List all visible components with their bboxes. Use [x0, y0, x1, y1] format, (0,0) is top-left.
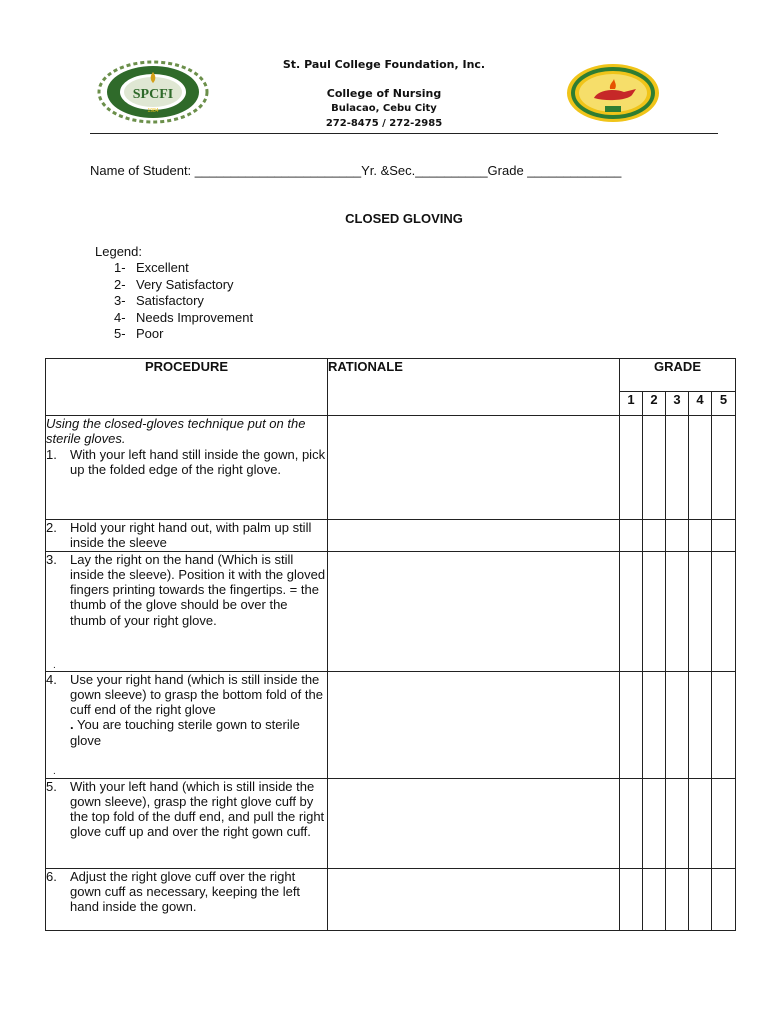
table-row: [46, 671, 736, 778]
school-address: Bulacao, Cebu City: [331, 103, 437, 114]
legend-item: 5- Poor: [114, 326, 164, 342]
procedure-cell: 6. Adjust the right glove cuff over the right gown cuff as necessary, keeping the left hand inside the gown.: [46, 868, 328, 930]
grade-cell[interactable]: [643, 671, 666, 778]
grade-cell[interactable]: [712, 671, 736, 778]
legend-item: 4- Needs Improvement: [114, 309, 254, 325]
grade-cell[interactable]: [689, 778, 712, 868]
rationale-cell: [328, 520, 620, 552]
grade-cell[interactable]: [643, 551, 666, 671]
grade-header: GRADE: [620, 359, 736, 392]
rationale-header: RATIONALE: [328, 359, 620, 416]
rationale-cell: [328, 868, 620, 930]
grade-cell[interactable]: [666, 520, 689, 552]
grade-cell[interactable]: [666, 551, 689, 671]
step-text: Adjust the right glove cuff over the right gown cuff as necessary, keeping the left hand inside the gown.: [70, 868, 301, 915]
school-name: St. Paul College Foundation, Inc.: [282, 58, 486, 71]
grade-cell[interactable]: [689, 551, 712, 671]
procedure-cell: 3. Lay the right on the hand (Which is still inside the sleeve). Position it with the gloved fingers printing towards the fingertips. = the thumb of the glove should be over the thumb of your right glove.: [46, 551, 328, 671]
legend-item: 3- Satisfactory: [114, 293, 204, 309]
rationale-cell: [328, 671, 620, 778]
legend-item: 1- Excellent: [114, 260, 189, 276]
grade-cell[interactable]: [643, 416, 666, 520]
table-row: [46, 520, 736, 552]
grade-cell[interactable]: [643, 868, 666, 930]
grade-cell[interactable]: [620, 520, 643, 552]
grade-cell[interactable]: [666, 868, 689, 930]
grade-col-5: 5: [712, 391, 736, 415]
grade-cell[interactable]: [666, 671, 689, 778]
grade-cell[interactable]: [620, 671, 643, 778]
grade-cell[interactable]: [666, 778, 689, 868]
grade-cell[interactable]: [689, 520, 712, 552]
legend-item: 2- Very Satisfactory: [114, 276, 234, 292]
procedure-cell: 2. Hold your right hand out, with palm up still inside the sleeve: [46, 520, 328, 552]
rationale-cell: [328, 778, 620, 868]
procedure-intro: Using the closed-gloves technique put on the sterile gloves.: [46, 416, 306, 447]
step-note: . You are touching sterile gown to sterile glove: [70, 717, 300, 748]
student-info-line: Name of Student: _______________________Yr. &Sec.__________Grade _____________: [90, 163, 622, 178]
procedure-rubric-table: [45, 358, 736, 931]
table-row: [46, 778, 736, 868]
procedure-header: PROCEDURE: [46, 359, 328, 416]
table-row: [46, 868, 736, 930]
document-title: CLOSED GLOVING: [345, 211, 463, 226]
grade-cell[interactable]: [620, 416, 643, 520]
legend-label: Legend:: [95, 244, 142, 259]
seal-monogram: SPCFI: [132, 87, 174, 102]
grade-cell[interactable]: [712, 520, 736, 552]
table-row: [46, 551, 736, 671]
letterhead: [0, 0, 768, 140]
school-phone: 272-8475 / 272-2985: [325, 118, 443, 129]
grade-cell[interactable]: [643, 520, 666, 552]
college-name: College of Nursing: [326, 87, 442, 100]
grade-cell[interactable]: [689, 671, 712, 778]
stray-mark: .: [53, 766, 56, 777]
procedure-cell: Using the closed-gloves technique put on the sterile gloves. 1. With your left hand still inside the gown, pick up the folded edge of the right glove.: [46, 416, 328, 520]
grade-cell[interactable]: [689, 416, 712, 520]
step-text: With your left hand still inside the gown, pick up the folded edge of the right glove.: [70, 446, 326, 477]
college-of-nursing-seal-logo: [558, 62, 668, 124]
grade-cell[interactable]: [620, 551, 643, 671]
step-text: With your left hand (which is still inside the gown sleeve), grasp the right glove cuff by the top fold of the duff end, and pull the right glove cuff up and over the right gown cuff.: [70, 778, 325, 840]
rationale-cell: [328, 416, 620, 520]
grade-cell[interactable]: [643, 778, 666, 868]
step-text: Lay the right on the hand (Which is still inside the sleeve). Position it with the gloved fingers printing towards the fingertips. = the thumb of the glove should be over the thumb of your right glove.: [70, 551, 326, 628]
grade-col-3: 3: [666, 391, 689, 415]
grade-cell[interactable]: [620, 868, 643, 930]
table-row: [46, 416, 736, 520]
svg-text:1984: 1984: [147, 108, 159, 114]
header-divider: [90, 133, 718, 134]
grading-legend: [95, 244, 253, 342]
stray-mark: .: [53, 660, 56, 671]
step-text: Hold your right hand out, with palm up still inside the sleeve: [70, 520, 312, 551]
grade-cell[interactable]: [666, 416, 689, 520]
grade-cell[interactable]: [712, 551, 736, 671]
grade-col-2: 2: [643, 391, 666, 415]
grade-col-1: 1: [620, 391, 643, 415]
legend-list: [95, 260, 253, 342]
step-text: Use your right hand (which is still inside the gown sleeve) to grasp the bottom fold of the cuff end of the right glove: [70, 671, 323, 718]
grade-col-4: 4: [689, 391, 712, 415]
grade-cell[interactable]: [712, 416, 736, 520]
grade-cell[interactable]: [689, 868, 712, 930]
grade-cell[interactable]: [620, 778, 643, 868]
grade-cell[interactable]: [712, 868, 736, 930]
procedure-cell: 5. With your left hand (which is still inside the gown sleeve), grasp the right glove cuff by the top fold of the duff end, and pull the right glove cuff up and over the right gown cuff.: [46, 778, 328, 868]
rationale-cell: [328, 551, 620, 671]
grade-cell[interactable]: [712, 778, 736, 868]
procedure-cell: 4. Use your right hand (which is still inside the gown sleeve) to grasp the bottom fold of the cuff end of the right glove . You are touching sterile gown to sterile glove: [46, 671, 328, 778]
